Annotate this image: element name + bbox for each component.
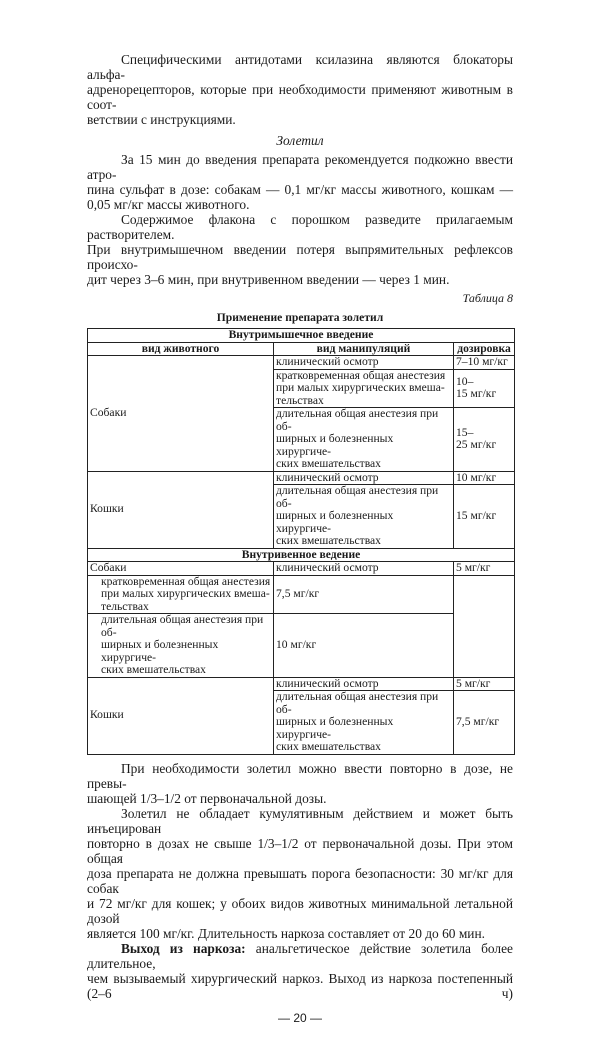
paragraphs-after-table bbox=[87, 761, 513, 1001]
section-title bbox=[87, 133, 513, 148]
page-number: — 20 — bbox=[277, 1010, 322, 1025]
text-line: При необходимости золетил можно ввести повторно в дозе, не превы- bbox=[87, 760, 513, 791]
manip: кратковременная общая анестезия при малых хирургических вмеша- тельствах bbox=[88, 575, 274, 614]
dose: 10 мг/кг bbox=[454, 471, 515, 485]
intro-paragraph bbox=[87, 52, 513, 127]
dose: 15 мг/кг bbox=[454, 485, 515, 549]
text-line: и 72 мг/кг для кошек; у обоих видов животных минимальной летальной дозой bbox=[87, 895, 513, 926]
text-line: 0,05 мг/кг массы животного. bbox=[87, 197, 250, 212]
text-line: Специфическими антидотами ксилазина являются блокаторы альфа- bbox=[87, 52, 513, 82]
text-line: пина сульфат в дозе: собакам — 0,1 мг/кг массы животного, кошкам — bbox=[87, 182, 513, 197]
animal-cats: Кошки bbox=[88, 677, 274, 754]
manip: клинический осмотр bbox=[274, 356, 454, 370]
text-line: За 15 мин до введения препарата рекомендуется подкожно ввести атро- bbox=[87, 152, 513, 182]
text-line: Золетил не обладает кумулятивным действием и может быть инъецирован bbox=[87, 805, 513, 836]
zoletil-table bbox=[87, 328, 515, 755]
manip: клинический осмотр bbox=[274, 471, 454, 485]
section-title-text: Золетил bbox=[276, 133, 324, 148]
text-line: является 100 мг/кг. Длительность наркоза составляет от 20 до 60 мин. bbox=[87, 925, 485, 941]
document-page bbox=[87, 0, 513, 1045]
manip: клинический осмотр bbox=[274, 677, 454, 691]
text-line: ветствии с инструкциями. bbox=[87, 112, 236, 127]
manip: длительная общая анестезия при об- ширных и болезненных хирургиче- ских вмешательствах bbox=[274, 408, 454, 472]
col-manip: вид манипуляций bbox=[274, 342, 454, 356]
text-line: чем вызываемый хирургический наркоз. Выход из наркоза постепенный (2–6 ч) bbox=[87, 970, 513, 1001]
col-animal: вид животного bbox=[88, 342, 274, 356]
dose: 7,5 мг/кг bbox=[454, 691, 515, 755]
text-line: повторно в дозах не свыше 1/3–1/2 от первоначальной дозы. При этом общая bbox=[87, 835, 513, 866]
text-line: адренорецепторов, которые при необходимости применяют животным в соот- bbox=[87, 82, 513, 112]
empty-cell bbox=[454, 575, 515, 677]
animal-cats: Кошки bbox=[88, 471, 274, 548]
text-line: шающей 1/3–1/2 от первоначальной дозы. bbox=[87, 790, 327, 806]
dose: 5 мг/кг bbox=[454, 562, 515, 576]
text-line: Содержимое флакона с порошком разведите прилагаемым растворителем. bbox=[87, 212, 513, 242]
iv-header: Внутривенное ведение bbox=[88, 548, 515, 562]
manip: длительная общая анестезия при об- ширных и болезненных хирургиче- ских вмешательствах bbox=[274, 485, 454, 549]
animal-dogs: Собаки bbox=[88, 356, 274, 472]
table-title-text: Применение препарата золетил bbox=[216, 311, 384, 324]
table-label bbox=[87, 291, 513, 306]
dose: 5 мг/кг bbox=[454, 677, 515, 691]
manip: кратковременная общая анестезия при малых хирургических вмеша- тельствах bbox=[274, 369, 454, 408]
im-header: Внутримышечное введение bbox=[88, 329, 515, 343]
text-line bbox=[87, 941, 513, 971]
table-title bbox=[87, 310, 513, 325]
dose: 10– 15 мг/кг bbox=[454, 369, 515, 408]
dose: 10 мг/кг bbox=[274, 614, 454, 678]
bold-term: Выход из наркоза: bbox=[121, 940, 246, 956]
text-fragment: анальгетическое действие золетила более длительное, bbox=[87, 940, 514, 971]
table-label-text: Таблица 8 bbox=[462, 291, 513, 305]
dose: 7–10 мг/кг bbox=[454, 356, 515, 370]
dose: 15– 25 мг/кг bbox=[454, 408, 515, 472]
col-dose: дозировка bbox=[454, 342, 515, 356]
text-line: доза препарата не должна превышать порога безопасности: 30 мг/кг для собак bbox=[87, 865, 513, 896]
text-line: дит через 3–6 мин, при внутривенном введении — через 1 мин. bbox=[87, 272, 450, 287]
text-line: При внутримышечном введении потеря выпрямительных рефлексов происхо- bbox=[87, 242, 513, 272]
dose: 7,5 мг/кг bbox=[274, 575, 454, 614]
paragraph-atropine bbox=[87, 152, 513, 287]
animal-dogs: Собаки bbox=[88, 562, 274, 576]
manip: длительная общая анестезия при об- ширных и болезненных хирургиче- ских вмешательствах bbox=[88, 614, 274, 678]
manip: клинический осмотр bbox=[274, 562, 454, 576]
manip: длительная общая анестезия при об- ширных и болезненных хирургиче- ских вмешательствах bbox=[274, 691, 454, 755]
